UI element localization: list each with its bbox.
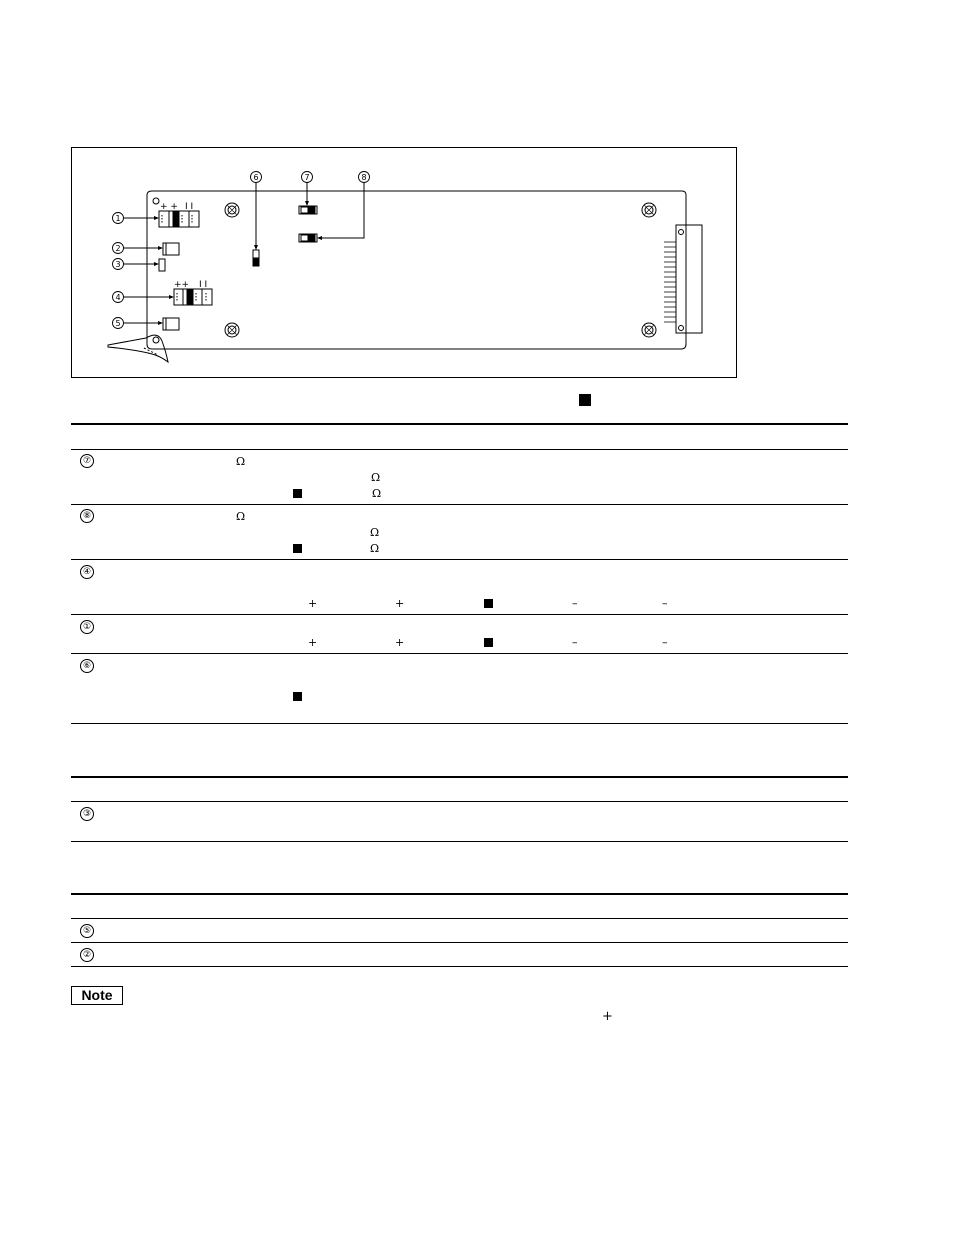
board-hole bbox=[153, 198, 159, 204]
row-divider bbox=[71, 614, 848, 615]
svg-text:+ +: + + bbox=[160, 202, 178, 212]
callout-1: 1 bbox=[115, 214, 121, 223]
default-setting-square-icon bbox=[579, 394, 591, 406]
row-divider bbox=[71, 942, 848, 943]
table1-header-rule bbox=[71, 449, 848, 450]
omega-symbol: Ω bbox=[236, 455, 246, 468]
minus-sign: – bbox=[572, 597, 578, 610]
table2-header-rule bbox=[71, 801, 848, 802]
svg-text:++: ++ bbox=[174, 280, 190, 290]
plus-sign: + bbox=[308, 636, 318, 649]
edge-connector bbox=[664, 225, 702, 333]
component-5 bbox=[163, 318, 179, 330]
omega-symbol: Ω bbox=[372, 487, 382, 500]
svg-text:I I: I I bbox=[199, 280, 208, 290]
default-square-icon bbox=[293, 692, 302, 701]
callout-7: 7 bbox=[304, 173, 310, 182]
minus-sign: – bbox=[662, 597, 668, 610]
row-divider bbox=[71, 559, 848, 560]
screw-icon bbox=[642, 203, 656, 217]
callout-6: 6 bbox=[253, 173, 259, 182]
component-2 bbox=[163, 243, 179, 255]
screw-icon bbox=[225, 323, 239, 337]
callout-5: 5 bbox=[115, 319, 121, 328]
row-num-3: ③ bbox=[80, 807, 94, 821]
callout-3: 3 bbox=[115, 260, 121, 269]
row-num-7: ⑦ bbox=[80, 454, 94, 468]
svg-text:I I: I I bbox=[185, 202, 194, 212]
omega-symbol: Ω bbox=[370, 526, 380, 539]
callout-2: 2 bbox=[115, 244, 121, 253]
minus-sign: – bbox=[662, 636, 668, 649]
minus-sign: – bbox=[572, 636, 578, 649]
table2-top-rule bbox=[71, 776, 848, 778]
board-outline bbox=[147, 191, 686, 349]
callout-8: 8 bbox=[361, 173, 367, 182]
row-num-6: ⑥ bbox=[80, 659, 94, 673]
note-label: Note bbox=[71, 986, 123, 1005]
table3-top-rule bbox=[71, 893, 848, 895]
row-divider bbox=[71, 653, 848, 654]
plus-sign: + bbox=[602, 1009, 613, 1024]
default-square-icon bbox=[484, 638, 493, 647]
row-divider bbox=[71, 504, 848, 505]
table1-bottom-rule bbox=[71, 723, 848, 724]
screw-icon bbox=[225, 203, 239, 217]
row-num-5: ⑤ bbox=[80, 924, 94, 938]
table2-bottom-rule bbox=[71, 841, 848, 842]
row-num-8: ⑧ bbox=[80, 509, 94, 523]
board-diagram bbox=[71, 147, 737, 378]
omega-symbol: Ω bbox=[371, 471, 381, 484]
board-diagram-drawing bbox=[72, 148, 738, 379]
component-3 bbox=[159, 259, 165, 271]
table3-header-rule bbox=[71, 918, 848, 919]
row-num-1: ① bbox=[80, 620, 94, 634]
default-square-icon bbox=[293, 489, 302, 498]
omega-symbol: Ω bbox=[236, 510, 246, 523]
row-num-2: ② bbox=[80, 948, 94, 962]
plus-sign: + bbox=[395, 636, 405, 649]
omega-symbol: Ω bbox=[370, 542, 380, 555]
plus-sign: + bbox=[308, 597, 318, 610]
default-square-icon bbox=[484, 599, 493, 608]
callout-4: 4 bbox=[115, 293, 121, 302]
plus-sign: + bbox=[395, 597, 405, 610]
row-num-4: ④ bbox=[80, 565, 94, 579]
screw-icon bbox=[642, 323, 656, 337]
default-square-icon bbox=[293, 544, 302, 553]
table1-top-rule bbox=[71, 423, 848, 425]
table3-bottom-rule bbox=[71, 966, 848, 967]
